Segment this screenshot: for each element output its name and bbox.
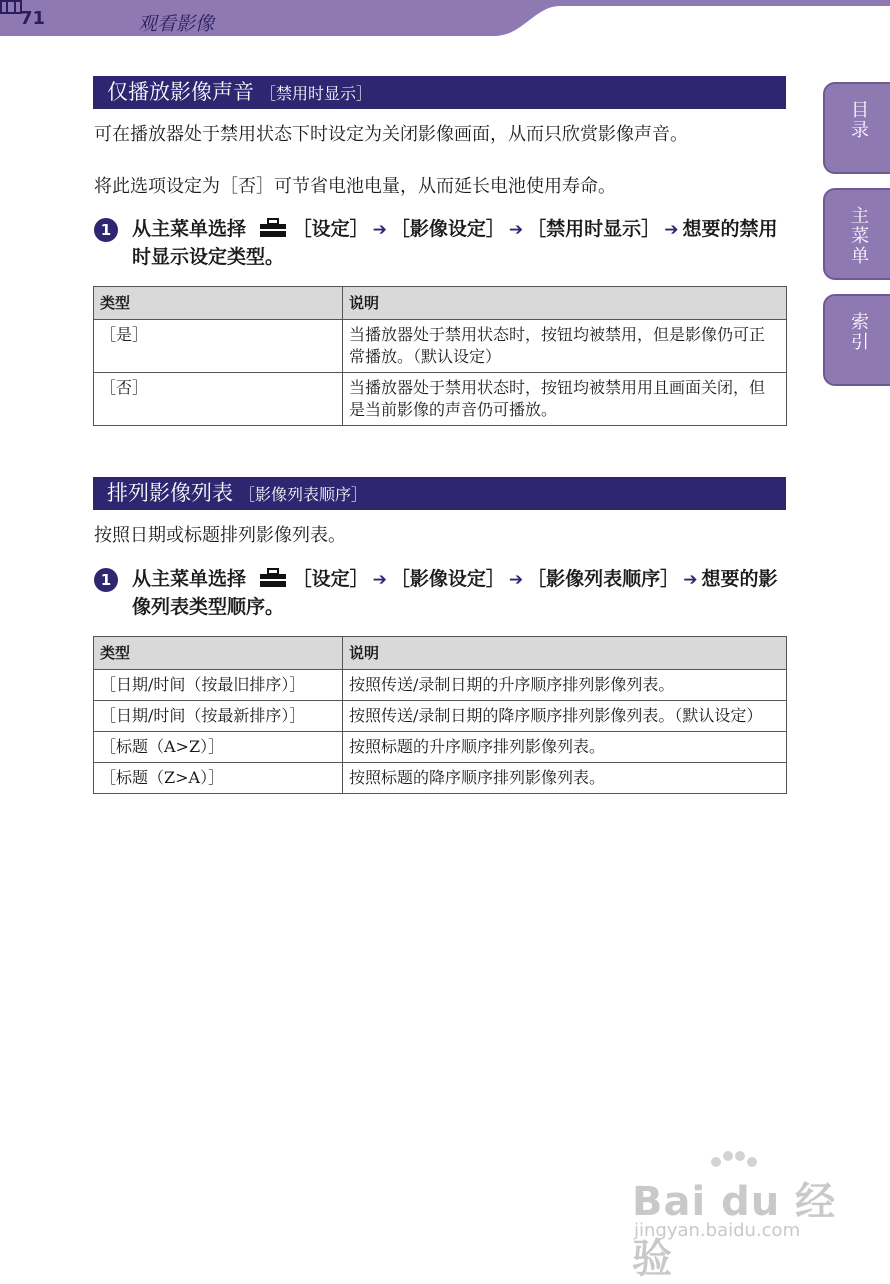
arrow-icon: ➔ [508, 220, 524, 240]
table-row [94, 701, 787, 732]
step-part-settings: ［设定］ [292, 218, 369, 240]
column-header-type: 类型 [94, 287, 343, 320]
section1-paragraph1: 可在播放器处于禁用状态下时设定为关闭影像画面，从而只欣赏影像声音。 [94, 124, 688, 145]
tab-index-label: 索引 [848, 312, 869, 352]
arrow-icon: ➔ [372, 570, 387, 590]
section1-step [94, 216, 786, 271]
toolbox-icon [259, 218, 287, 238]
section2-title: 排列影像列表 [107, 481, 233, 505]
cell-description: 当播放器处于禁用状态时，按钮均被禁用用且画面关闭，但是当前影像的声音仍可播放。 [343, 373, 787, 426]
section1-subtitle: ［禁用时显示］ [260, 84, 373, 103]
step-part-option: ［禁用时显示］ [527, 218, 661, 240]
tab-contents[interactable] [823, 82, 890, 174]
table-row [94, 320, 787, 373]
baidu-watermark [632, 1148, 842, 1282]
section1-table [93, 286, 787, 426]
table-row [94, 763, 787, 794]
section2-paragraph1: 按照日期或标题排列影像列表。 [94, 525, 346, 546]
column-header-description: 说明 [343, 287, 787, 320]
toolbox-icon [259, 568, 287, 588]
step-number-badge: 1 [94, 218, 118, 242]
step-part-video-settings: ［影像设定］ [390, 218, 505, 240]
tab-contents-label: 目录 [848, 100, 869, 140]
tab-main-menu[interactable] [823, 188, 890, 280]
cell-description: 当播放器处于禁用状态时，按钮均被禁用，但是影像仍可正常播放。（默认设定） [343, 320, 787, 373]
tab-main-menu-label: 主菜单 [848, 206, 869, 266]
section2-subtitle: ［影像列表顺序］ [239, 485, 368, 504]
section2-header [93, 477, 786, 510]
arrow-icon: ➔ [508, 570, 524, 590]
section2-table [93, 636, 787, 794]
cell-type: ［是］ [94, 320, 343, 373]
cell-type: ［否］ [94, 373, 343, 426]
top-bar-background [0, 0, 890, 36]
section1-paragraph2: 将此选项设定为［否］可节省电池电量，从而延长电池使用寿命。 [94, 176, 616, 197]
column-header-description: 说明 [343, 637, 787, 670]
step-part-end: 想要的影像列表类型顺序。 [132, 568, 778, 618]
table-row [94, 373, 787, 426]
column-header-type: 类型 [94, 637, 343, 670]
cell-type: ［日期/时间（按最旧排序）］ [94, 670, 343, 701]
section2-step [94, 566, 786, 621]
step-part-end: 想要的禁用时显示设定类型。 [132, 218, 778, 268]
step-prefix: 从主菜单选择 [132, 218, 247, 240]
section1-title: 仅播放影像声音 [107, 80, 254, 104]
table-row [94, 732, 787, 763]
tab-index[interactable] [823, 294, 890, 386]
step-number-badge: 1 [94, 568, 118, 592]
cell-description: 按照标题的升序顺序排列影像列表。 [343, 732, 787, 763]
film-icon [0, 0, 22, 14]
arrow-icon: ➔ [683, 570, 698, 590]
cell-type: ［标题（A>Z）］ [94, 732, 343, 763]
arrow-icon: ➔ [664, 220, 679, 240]
page-number: 71 [20, 8, 46, 29]
table-header-row [94, 287, 787, 320]
table-row [94, 670, 787, 701]
step-part-settings: ［设定］ [292, 568, 369, 590]
cell-type: ［标题（Z>A）］ [94, 763, 343, 794]
watermark-url: jingyan.baidu.com [634, 1220, 801, 1241]
table-header-row [94, 637, 787, 670]
top-bar [0, 0, 890, 36]
step-prefix: 从主菜单选择 [132, 568, 247, 590]
cell-description: 按照传送/录制日期的升序顺序排列影像列表。 [343, 670, 787, 701]
step-part-option: ［影像列表顺序］ [527, 568, 680, 590]
cell-type: ［日期/时间（按最新排序）］ [94, 701, 343, 732]
cell-description: 按照传送/录制日期的降序顺序排列影像列表。（默认设定） [343, 701, 787, 732]
cell-description: 按照标题的降序顺序排列影像列表。 [343, 763, 787, 794]
step-part-video-settings: ［影像设定］ [390, 568, 505, 590]
arrow-icon: ➔ [372, 220, 387, 240]
watermark-logo-text: Bai du 经验 [632, 1179, 837, 1282]
section-name: 观看影像 [138, 13, 215, 35]
section1-header [93, 76, 786, 109]
